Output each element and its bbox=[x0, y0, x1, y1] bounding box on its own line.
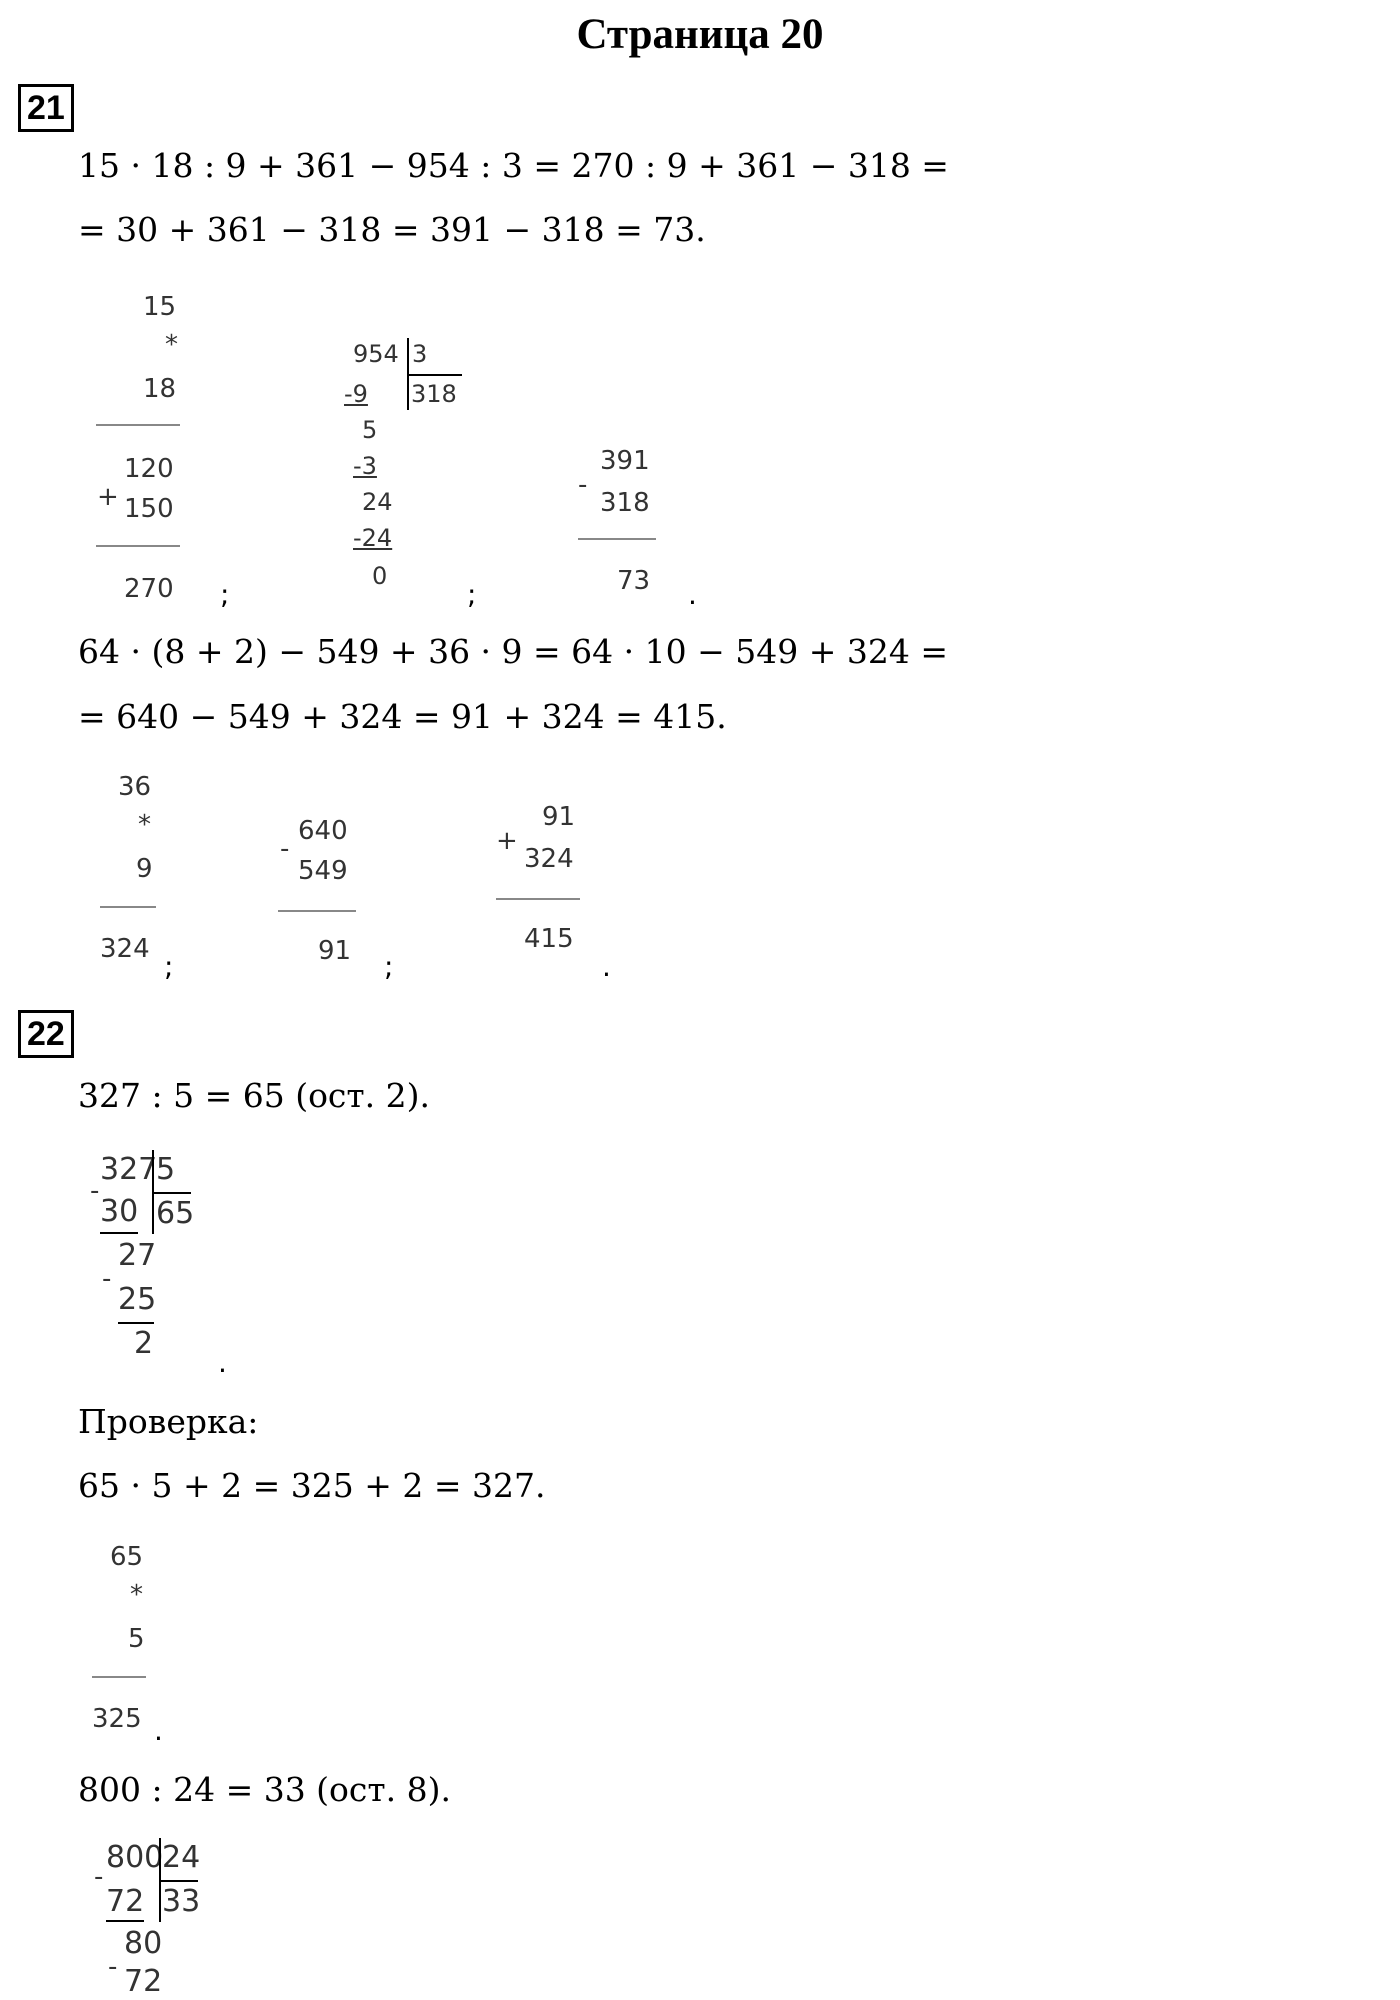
remainder-1: 80 bbox=[124, 1926, 163, 1961]
underline bbox=[118, 1322, 154, 1324]
minus-sign: - bbox=[90, 1176, 100, 1206]
subtrahend-2: 25 bbox=[118, 1282, 157, 1317]
subtrahend-1: -9 bbox=[344, 380, 368, 408]
dividend: 800 bbox=[106, 1840, 164, 1875]
factor-a: 36 bbox=[118, 772, 152, 802]
divider-line bbox=[278, 910, 356, 912]
task-22-equation-1: 327 : 5 = 65 (ост. 2). bbox=[78, 1076, 431, 1115]
minus-sign: - bbox=[94, 1862, 104, 1892]
divisor: 3 bbox=[412, 340, 428, 368]
plus-sign: + bbox=[97, 482, 119, 512]
factor-b: 5 bbox=[128, 1624, 145, 1654]
subtrahend-3: -24 bbox=[353, 524, 393, 552]
task-21-number: 21 bbox=[18, 84, 74, 132]
remainder-1: 27 bbox=[118, 1238, 157, 1273]
quotient: 65 bbox=[156, 1196, 195, 1231]
factor-a: 15 bbox=[143, 292, 177, 322]
divider-line bbox=[100, 906, 156, 908]
subtrahend: 549 bbox=[298, 856, 348, 886]
factor-b: 9 bbox=[136, 854, 153, 884]
end-dot: . bbox=[218, 1346, 227, 1379]
product-result: 325 bbox=[92, 1704, 142, 1734]
minus-sign: - bbox=[108, 1952, 118, 1982]
subtrahend-2: 72 bbox=[124, 1964, 163, 1999]
addend-a: 91 bbox=[542, 802, 576, 832]
minus-sign: - bbox=[280, 834, 290, 864]
divider-line bbox=[92, 1676, 146, 1678]
separator: ; bbox=[384, 950, 394, 983]
dividend: 954 bbox=[353, 340, 399, 368]
page-title: Страница 20 bbox=[576, 11, 824, 58]
divisor: 24 bbox=[162, 1840, 201, 1875]
task-21-equation-1-line-2: = 30 + 361 − 318 = 391 − 318 = 73. bbox=[78, 210, 706, 249]
sum-result: 415 bbox=[524, 924, 574, 954]
difference: 73 bbox=[617, 566, 651, 596]
product-result: 270 bbox=[124, 574, 174, 604]
multiply-sign: * bbox=[138, 810, 151, 840]
end-dot: . bbox=[602, 950, 611, 983]
task-22-number: 22 bbox=[18, 1010, 74, 1058]
separator: ; bbox=[467, 578, 477, 611]
remainder-final: 2 bbox=[134, 1326, 154, 1361]
minus-sign: - bbox=[102, 1264, 112, 1294]
remainder-2: 24 bbox=[362, 488, 393, 516]
minuend: 640 bbox=[298, 816, 348, 846]
dividend: 327 bbox=[100, 1152, 158, 1187]
check-equation: 65 · 5 + 2 = 325 + 2 = 327. bbox=[78, 1466, 546, 1505]
quotient-line bbox=[160, 1880, 198, 1882]
factor-a: 65 bbox=[110, 1542, 144, 1572]
divider-line bbox=[96, 424, 180, 426]
multiply-sign: * bbox=[130, 1580, 143, 1610]
remainder-1: 5 bbox=[362, 416, 378, 444]
divisor: 5 bbox=[156, 1152, 176, 1187]
subtrahend-2: -3 bbox=[353, 452, 377, 480]
subtrahend: 318 bbox=[600, 488, 650, 518]
subtrahend-1: 30 bbox=[100, 1194, 139, 1229]
addend-b: 324 bbox=[524, 844, 574, 874]
quotient: 33 bbox=[162, 1884, 201, 1919]
minus-sign: - bbox=[578, 470, 588, 500]
divider-line bbox=[578, 538, 656, 540]
quotient-line bbox=[408, 374, 462, 376]
divider-line bbox=[496, 898, 580, 900]
underline bbox=[100, 1232, 138, 1234]
separator: ; bbox=[220, 578, 230, 611]
quotient-line bbox=[153, 1192, 191, 1194]
quotient: 318 bbox=[411, 380, 457, 408]
task-22-equation-2: 800 : 24 = 33 (ост. 8). bbox=[78, 1770, 452, 1809]
check-label: Проверка: bbox=[78, 1402, 259, 1441]
underline bbox=[106, 1920, 144, 1922]
divider-line bbox=[96, 545, 180, 547]
subtrahend-1: 72 bbox=[106, 1884, 145, 1919]
multiply-sign: * bbox=[165, 330, 178, 360]
separator: ; bbox=[164, 950, 174, 983]
partial-product-1: 120 bbox=[124, 454, 174, 484]
product-result: 324 bbox=[100, 934, 150, 964]
end-dot: . bbox=[688, 578, 697, 611]
task-21-equation-2-line-2: = 640 − 549 + 324 = 91 + 324 = 415. bbox=[78, 697, 727, 736]
task-21-equation-2-line-1: 64 · (8 + 2) − 549 + 36 · 9 = 64 · 10 − 549 + 324 = bbox=[78, 632, 948, 671]
task-21-equation-1-line-1: 15 · 18 : 9 + 361 − 954 : 3 = 270 : 9 + 361 − 318 = bbox=[78, 146, 949, 185]
end-dot: . bbox=[154, 1714, 163, 1747]
factor-b: 18 bbox=[143, 374, 177, 404]
difference: 91 bbox=[318, 936, 352, 966]
plus-sign: + bbox=[496, 826, 518, 856]
minuend: 391 bbox=[600, 446, 650, 476]
partial-product-2: 150 bbox=[124, 494, 174, 524]
remainder-final: 0 bbox=[372, 562, 388, 590]
